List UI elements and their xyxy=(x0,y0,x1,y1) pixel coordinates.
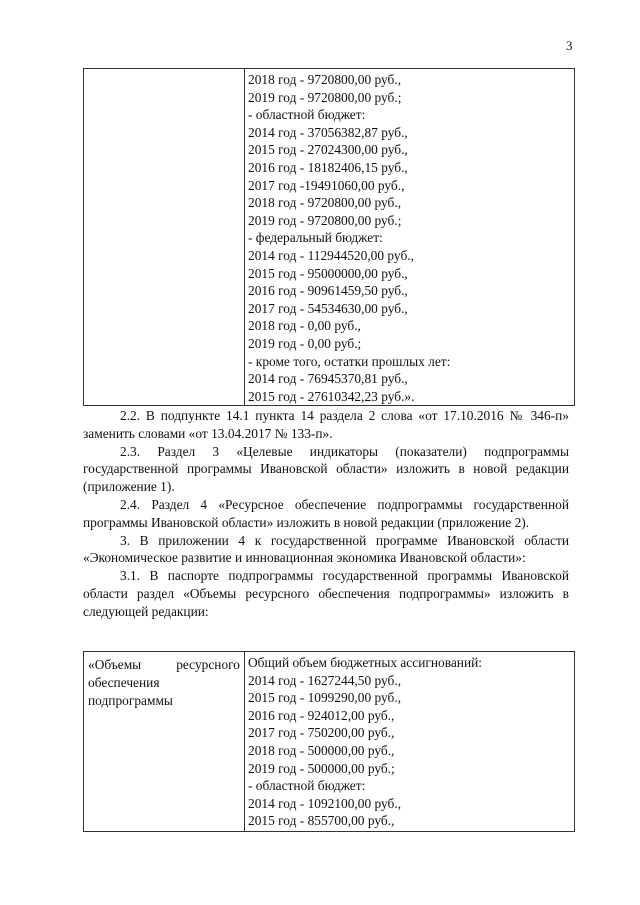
funding-line: 2018 год - 0,00 руб., xyxy=(248,318,361,334)
paragraph-first-line: 3. В приложении 4 к государственной программе Ивановской xyxy=(120,532,515,548)
funding-table-continued xyxy=(83,68,575,406)
amendment-paragraph xyxy=(83,567,569,620)
paragraph-first-line: 3.1. В паспорте подпрограммы государственной программы xyxy=(120,568,493,584)
amendment-paragraph xyxy=(83,407,569,443)
funding-line: 2019 год - 500000,00 руб.; xyxy=(248,760,395,776)
paragraph-first-line: 2.3. Раздел 3 «Целевые индикаторы (показатели) подпрограммы xyxy=(120,443,569,459)
funding-line: 2016 год - 924012,00 руб., xyxy=(248,707,395,723)
funding-line: 2017 год -19491060,00 руб., xyxy=(248,177,405,193)
paragraph-continuation: государственной программы Ивановской области» изложить в новой редакции (приложение 2). xyxy=(83,496,569,530)
funding-line: 2015 год - 95000000,00 руб., xyxy=(248,265,408,281)
resource-provision-table xyxy=(83,651,575,832)
funding-line: 2015 год - 27024300,00 руб., xyxy=(248,142,408,158)
funding-line: 2019 год - 9720800,00 руб.; xyxy=(248,212,402,228)
funding-line: - кроме того, остатки прошлых лет: xyxy=(248,353,451,369)
funding-line: 2019 год - 0,00 руб.; xyxy=(248,335,362,351)
funding-line: 2017 год - 750200,00 руб., xyxy=(248,725,395,741)
funding-lines xyxy=(248,71,574,405)
paragraph-first-line: 2.4. Раздел 4 «Ресурсное обеспечение подпрограммы xyxy=(120,496,463,512)
funding-values-cell xyxy=(245,652,575,832)
funding-line: - федеральный бюджет: xyxy=(248,230,383,246)
funding-line: 2018 год - 500000,00 руб., xyxy=(248,742,395,758)
funding-line: - областной бюджет: xyxy=(248,107,366,123)
funding-line: 2015 год - 1099290,00 руб., xyxy=(248,690,402,706)
paragraph-continuation: области «Экономическое развитие и инновационная экономика Ивановской области»: xyxy=(83,532,569,566)
funding-line: 2014 год - 76945370,81 руб., xyxy=(248,371,408,387)
label-word-objemy: «Объемы xyxy=(88,657,142,672)
funding-line: 2014 год - 1092100,00 руб., xyxy=(248,795,402,811)
funding-line: 2018 год - 9720800,00 руб., xyxy=(248,195,402,211)
paragraph-first-line: 2.2. В подпункте 14.1 пункта 14 раздела 2 слова «от 17.10.2016 xyxy=(120,408,504,423)
funding-line: 2014 год - 37056382,87 руб., xyxy=(248,124,408,140)
label-line-obespecheniya: обеспечения xyxy=(88,675,160,690)
funding-values-cell xyxy=(245,69,575,406)
funding-line: 2014 год - 1627244,50 руб., xyxy=(248,672,402,688)
paragraph-continuation: государственной программы Ивановской области» изложить в новой редакции (приложение 1). xyxy=(83,461,569,495)
funding-line: 2015 год - 855700,00 руб., xyxy=(248,813,395,829)
funding-line: 2015 год - 27610342,23 руб.». xyxy=(248,388,415,404)
funding-line: 2018 год - 9720800,00 руб., xyxy=(248,72,402,87)
funding-line: 2019 год - 9720800,00 руб.; xyxy=(248,89,402,105)
funding-line: Общий объем бюджетных ассигнований: xyxy=(248,655,483,670)
table-label-cell xyxy=(84,69,245,406)
funding-lines xyxy=(248,654,574,830)
funding-line: 2016 год - 18182406,15 руб., xyxy=(248,159,408,175)
funding-line: 2017 год - 54534630,00 руб., xyxy=(248,300,408,316)
paragraph-continuation: № 346-п» заменить словами «от 13.04.2017 № 133-п». xyxy=(83,408,570,441)
amendment-paragraphs xyxy=(83,407,569,621)
table-label-cell xyxy=(84,652,245,832)
page-number: 3 xyxy=(566,38,573,53)
amendment-paragraph xyxy=(83,443,569,496)
funding-line: 2016 год - 90961459,50 руб., xyxy=(248,283,408,299)
funding-line: - областной бюджет: xyxy=(248,778,366,794)
paragraph-continuation: Ивановской области раздел «Объемы ресурсного обеспечения подпрограммы» изложить в следующей редакции: xyxy=(83,568,569,619)
label-line-podprogrammy: подпрограммы xyxy=(88,693,173,708)
amendment-paragraph xyxy=(83,496,569,532)
funding-line: 2014 год - 112944520,00 руб., xyxy=(248,247,414,263)
label-word-resursnogo: ресурсного xyxy=(176,657,240,672)
amendment-paragraph xyxy=(83,532,569,568)
